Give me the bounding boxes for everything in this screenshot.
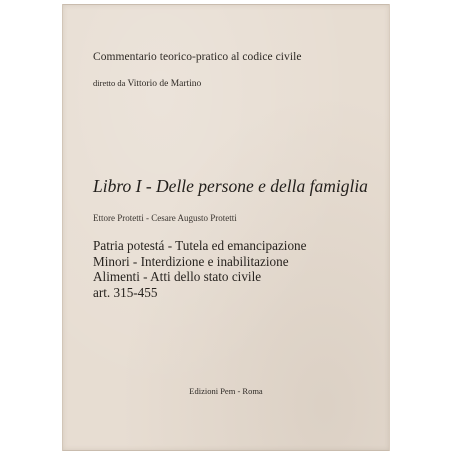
publisher: Edizioni Pem - Roma (189, 386, 263, 396)
director-name: Vittorio de Martino (127, 79, 202, 89)
authors: Ettore Protetti - Cesare Augusto Protetti (93, 213, 237, 223)
book-title: Libro I - Delle persone e della famiglia (93, 176, 368, 196)
director-prefix: diretto da (93, 78, 126, 88)
subject-line: Patria potestá - Tutela ed emancipazione (93, 238, 307, 253)
series-title: Commentario teorico-pratico al codice civile (93, 51, 302, 63)
subject-list (93, 238, 307, 300)
article-range: art. 315-455 (93, 284, 158, 300)
subject-line: Alimenti - Atti dello stato civile (93, 269, 262, 285)
director-line (93, 78, 201, 89)
book-cover (62, 4, 390, 451)
subject-line: Minori - Interdizione e inabilitazione (93, 253, 289, 269)
cover-edge (62, 4, 390, 451)
